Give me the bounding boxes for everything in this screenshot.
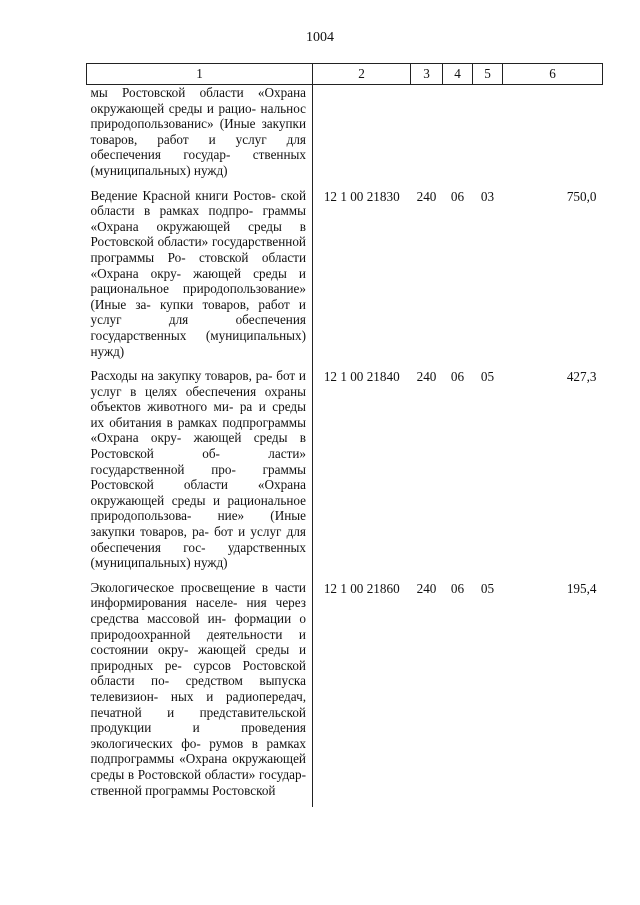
row-amount: 195,4 [566,580,597,596]
row-description: Ведение Красной книги Ростов- ской области в рамках подпро- граммы «Охрана окружающей среды в Ростовской области» государственной программы Ро- стовской области «Охрана окру- жающей среды и рациональное природопользование» (Иные за- купки товаров, работ и услуг для обеспечения государственных (муниципальных) нужд) [90,187,306,359]
row-amount: 427,3 [566,369,597,385]
row-expense-type: 240 [416,188,437,204]
row-amount: 750,0 [566,188,597,204]
row-subsection: 03 [480,188,495,204]
column-header: 3 [411,64,443,85]
column-header: 5 [473,64,503,85]
budget-table [86,63,603,807]
row-section [443,85,473,188]
column-header: 2 [313,64,411,85]
row-subsection: 05 [480,580,495,596]
row-expense-type: 240 [416,369,437,385]
row-section: 06 [450,580,465,596]
row-section: 06 [450,369,465,385]
row-target-article [313,85,411,188]
table-row [87,85,603,188]
row-description: Экологическое просвещение в части информирования населе- ния через средства массовой ин- формации о природоохранной деятельности и состоянии окру- жающей среды и природных ре- сурсов Ростовской области по- средством выпуска телевизион- ных и радиопередач, печатной и представительской продукции и проведения экологических фо- румов в рамках подпрограммы «Охрана окружающей среды в Ростовской области» государ- ственной программы Ростовской [90,579,306,798]
table-row [87,188,603,369]
row-target-article: 12 1 00 21840 [313,368,411,580]
column-header: 1 [87,64,313,85]
row-target-article: 12 1 00 21830 [313,188,411,369]
row-description: Расходы на закупку товаров, ра- бот и услуг в целях обеспечения охраны объектов животного ми- ра и среды их обитания в рамках подпрограммы «Охрана окру- жающей среды в Ростовской об- ласти» государственной про- граммы Ростовской области «Охрана окружающей среды и рациональное природопользова- ние» (Иные закупки товаров, ра- бот и услуг для обеспечения гос- ударственных (муниципальных) нужд) [90,368,306,571]
row-section: 06 [450,188,465,204]
column-header: 6 [503,64,603,85]
row-target-article: 12 1 00 21860 [313,580,411,807]
row-expense-type [411,85,443,188]
row-subsection [473,85,503,188]
table-row [87,580,603,807]
column-header: 4 [443,64,473,85]
row-subsection: 05 [480,369,495,385]
page-number: 1004 [306,30,334,45]
row-description: мы Ростовской области «Охрана окружающей среды и рацио- нальнос природопользованис» (Иные закупки товаров, работ и услуг для обеспечения государ- ственных (муниципальных) нужд) [90,85,306,178]
row-expense-type: 240 [416,580,437,596]
table-row [87,368,603,580]
row-amount [503,85,603,188]
table-header-row [87,64,603,85]
